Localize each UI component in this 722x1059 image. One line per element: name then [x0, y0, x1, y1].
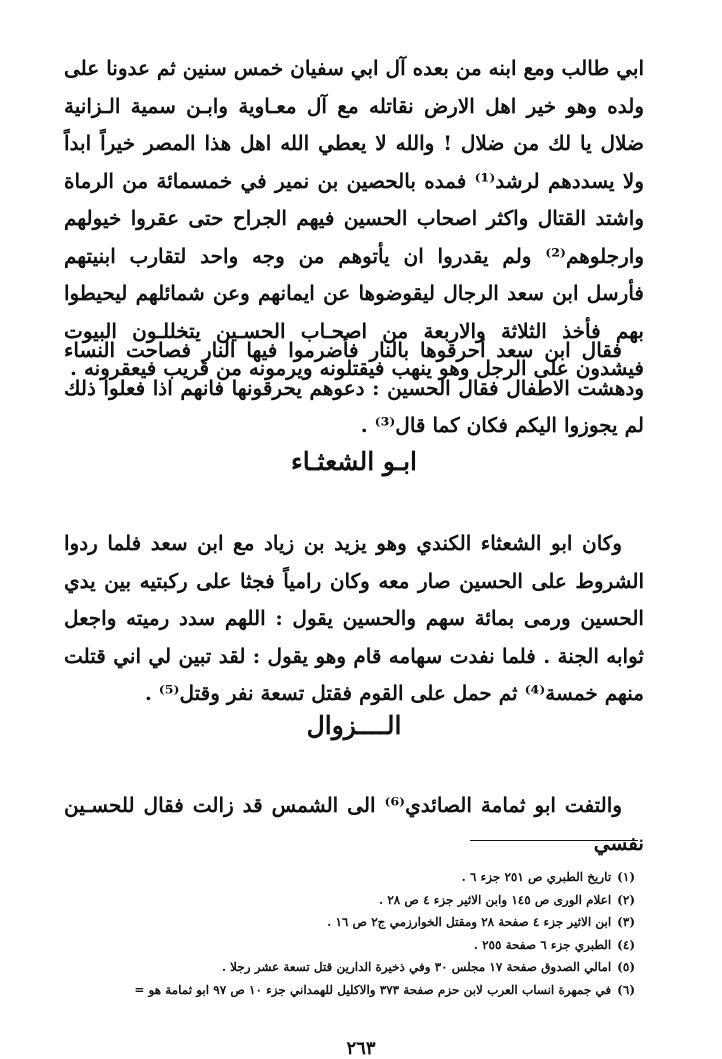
- body-paragraph-3: [64, 525, 644, 713]
- footnote-number: (٦): [617, 982, 635, 997]
- body-paragraph-4: [64, 787, 644, 862]
- section-heading-abu-al-shatha: ابـو الشعثـاء: [290, 447, 417, 476]
- body-paragraph-2: [64, 332, 644, 445]
- paragraph-text: وكان ابو الشعثاء الكندي وهو يزيد بن زياد مع ابن سعد فلما ردوا الشروط على الحسين صار معه وكان رامياً فجثا على ركبتيه بين يدي الحسين ورمى بمائة سهم والحسين يقول : اللهم سدد رميته واجعل ثوابه الجنة . فلما نفدت سهامه قام وهو يقول : لقد تبين لي اني قتلت منهم خمسة⁽⁴⁾ ثم حمل على القوم فقتل تسعة نفر وقتل⁽⁵⁾ .: [64, 531, 644, 705]
- footnote-item: [30, 889, 635, 912]
- footnote-number: (١): [617, 870, 635, 884]
- footnote-number: (٢): [617, 892, 635, 907]
- footnotes-list: [30, 866, 635, 1001]
- footnote-item: [30, 934, 635, 957]
- footnote-text: في جمهرة انساب العرب لابن حزم صفحة ٣٧٣ والاكليل للهمداني جزء ١٠ ص ٩٧ ابو ثمامة هو =: [134, 982, 612, 997]
- footnote-text: اعلام الورى ص ١٤٥ وابن الاثير جزء ٤ ص ٢٨ .: [378, 892, 612, 907]
- paragraph-text: ابي طالب ومع ابنه من بعده آل ابي سفيان خمس سنين ثم عدونا على ولده وهو خير اهل الارض نقاتله مع آل معـاوية وابـن سمية الـزانية ضلال يا لك من ضلال ! والله لا يعطي الله اهل هذا المصر خيراً ابداً ولا يسددهم لرشد⁽¹⁾ فمده بالحصين بن نمير في خمسمائة من الرماة واشتد القتال واكثر اصحاب الحسين فيهم الجراح حتى عقروا خيولهم وارجلوهم⁽²⁾ ولم يقدروا ان يأتوهم من وجه واحد لتقارب ابنيتهم فأرسل ابن سعد الرجال ليقوضوها عن ايمانهم وعن شمائلهم ليحيطوا بهم فأخذ الثلاثة والاربعة من اصحـاب الحسـين يتخللـون البيوت فيشدون على الرجل وهو ينهب فيقتلونه ويرمونه من قريب فيعقرونه .: [64, 56, 644, 380]
- footnote-number: (٣): [617, 915, 635, 929]
- paragraph-text: فقال ابن سعد أحرقوها بالنار فأضرموا فيها النار فصاحت النساء ودهشت الاطفال فقال الحسين : دعوهم يحرقونها فانهم اذا فعلوا ذلك لم يجوزوا اليكم فكان كما قال⁽³⁾ .: [64, 338, 644, 437]
- footnote-item: [30, 866, 635, 889]
- footnote-divider: [470, 840, 638, 841]
- footnote-text: امالي الصدوق صفحة ١٧ مجلس ٣٠ وفي ذخيرة الدارين قتل تسعة عشر رجلا .: [221, 960, 612, 974]
- footnote-text: تاريخ الطبري ص ٢٥١ جزء ٦ .: [461, 870, 612, 884]
- paragraph-text: والتفت ابو ثمامة الصائدي⁽⁶⁾ الى الشمس قد زالت فقال للحسـين نفسي: [64, 793, 644, 855]
- footnote-number: (٤): [617, 937, 635, 952]
- footnote-item: [30, 979, 635, 1002]
- footnote-item: [30, 956, 635, 979]
- section-heading-al-zawal: الــــزوال: [306, 711, 402, 740]
- footnote-text: ابن الاثير جزء ٤ صفحة ٢٨ ومقتل الخوارزمي ج٢ ص ١٦ .: [327, 915, 612, 929]
- footnote-number: (٥): [617, 960, 635, 974]
- page-number: ٢٦٣: [346, 1038, 376, 1059]
- footnote-text: الطبري جزء ٦ صفحة ٢٥٥ .: [473, 937, 612, 952]
- footnote-item: [30, 911, 635, 934]
